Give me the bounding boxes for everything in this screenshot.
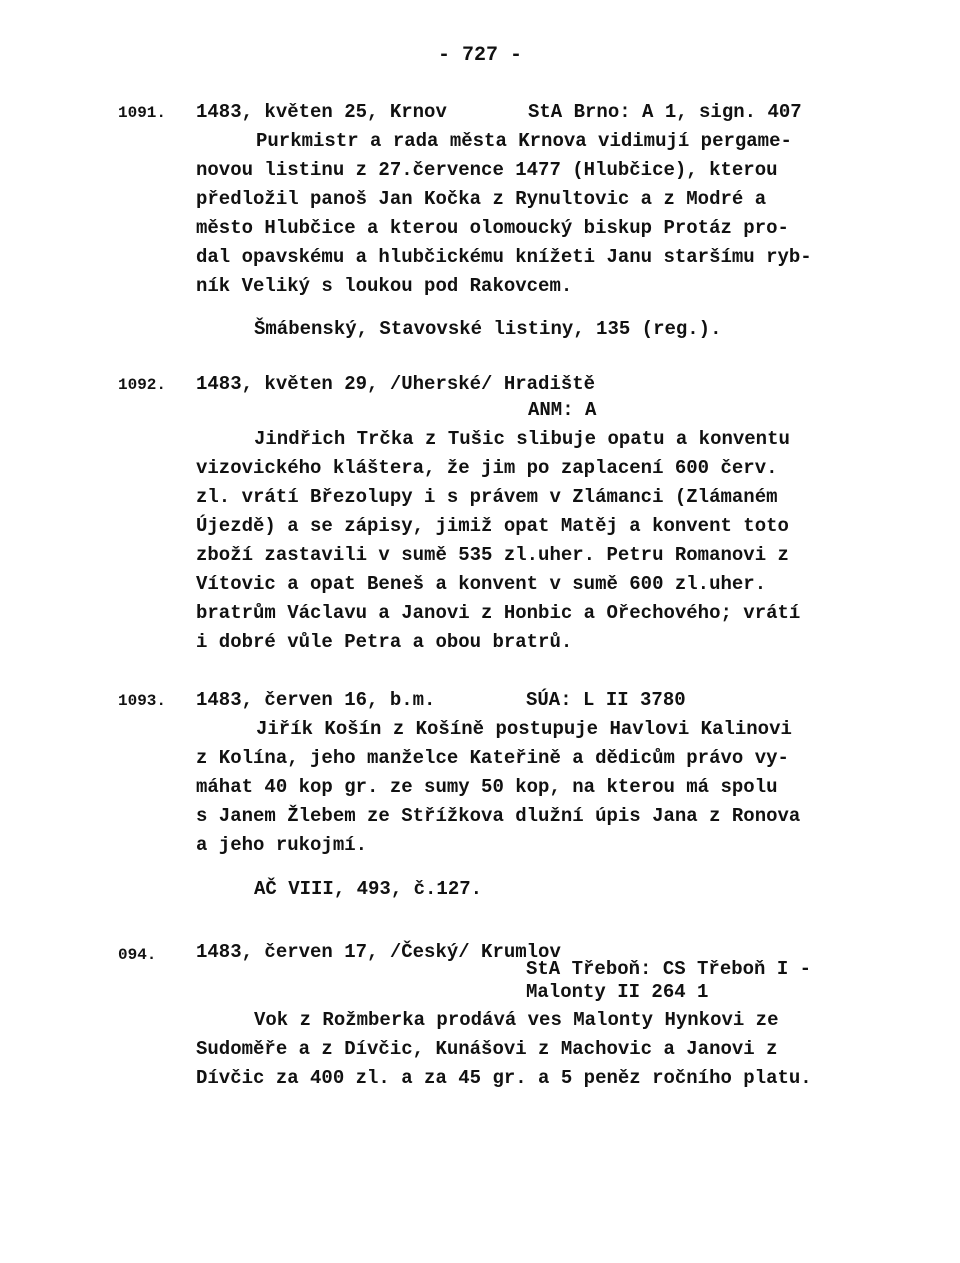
body-line: a jeho rukojmí. [196, 834, 368, 856]
body-line: z Kolína, jeho manželce Kateřině a dědicům právo vy- [196, 747, 789, 769]
body-line: novou listinu z 27.července 1477 (Hlubčice), kterou [196, 159, 778, 181]
entry-header: 1483, červen 17, /Český/ Krumlov [196, 941, 561, 963]
body-line: předložil panoš Jan Kočka z Rynultovic a z Modré a [196, 188, 767, 210]
archive-reference: StA Brno: A 1, sign. 407 [528, 101, 802, 123]
body-line: Jiřík Košín z Košíně postupuje Havlovi Kalinovi [256, 718, 792, 740]
archive-reference: StA Třeboň: CS Třeboň I - [526, 958, 812, 980]
archive-reference: ANM: A [528, 399, 597, 421]
body-line: Jindřich Trčka z Tušic slibuje opatu a konventu [254, 428, 790, 450]
body-line: s Janem Žlebem ze Střížkova dlužní úpis Jana z Ronova [196, 805, 801, 827]
entry-header: 1483, květen 29, /Uherské/ Hradiště [196, 373, 596, 395]
entry-number: 1092. [118, 376, 167, 394]
body-line: zl. vrátí Březolupy i s právem v Zlámanci (Zlámaném [196, 486, 778, 508]
body-line: bratrům Václavu a Janovi z Honbic a Ořechového; vrátí [196, 602, 801, 624]
archive-reference: SÚA: L II 3780 [526, 689, 686, 711]
body-line: Vítovic a opat Beneš a konvent v sumě 600 zl.uher. [196, 573, 767, 595]
body-line: město Hlubčice a kterou olomoucký biskup Protáz pro- [196, 217, 789, 239]
entry-header: 1483, červen 16, b.m. [196, 689, 436, 711]
body-line: dal opavskému a hlubčickému knížeti Janu staršímu ryb- [196, 246, 812, 268]
body-line: vizovického kláštera, že jim po zaplacení 600 červ. [196, 457, 778, 479]
body-line: Vok z Rožmberka prodává ves Malonty Hynkovi ze [254, 1009, 779, 1031]
body-line: máhat 40 kop gr. ze sumy 50 kop, na kterou má spolu [196, 776, 778, 798]
page-number: - 727 - [437, 44, 522, 67]
body-line: Purkmistr a rada města Krnova vidimují pergame- [256, 130, 792, 152]
body-line: zboží zastavili v sumě 535 zl.uher. Petru Romanovi z [196, 544, 789, 566]
archive-reference: Malonty II 264 1 [526, 981, 709, 1003]
entry-number: 1091. [118, 104, 167, 122]
entry-header: 1483, květen 25, Krnov [196, 101, 447, 123]
body-line: Sudoměře a z Dívčic, Kunášovi z Machovic a Janovi z [196, 1038, 778, 1060]
body-line: ník Veliký s loukou pod Rakovcem. [196, 275, 573, 297]
body-line: Újezdě) a se zápisy, jimiž opat Matěj a konvent toto [196, 515, 789, 537]
entry-number: 1093. [118, 692, 167, 710]
entry-number: 094. [118, 946, 157, 964]
body-line: i dobré vůle Petra a obou bratrů. [196, 631, 573, 653]
body-line: Dívčic za 400 zl. a za 45 gr. a 5 peněz ročního platu. [196, 1067, 812, 1089]
literature-reference: AČ VIII, 493, č.127. [254, 878, 483, 900]
literature-reference: Šmábenský, Stavovské listiny, 135 (reg.). [254, 318, 722, 340]
